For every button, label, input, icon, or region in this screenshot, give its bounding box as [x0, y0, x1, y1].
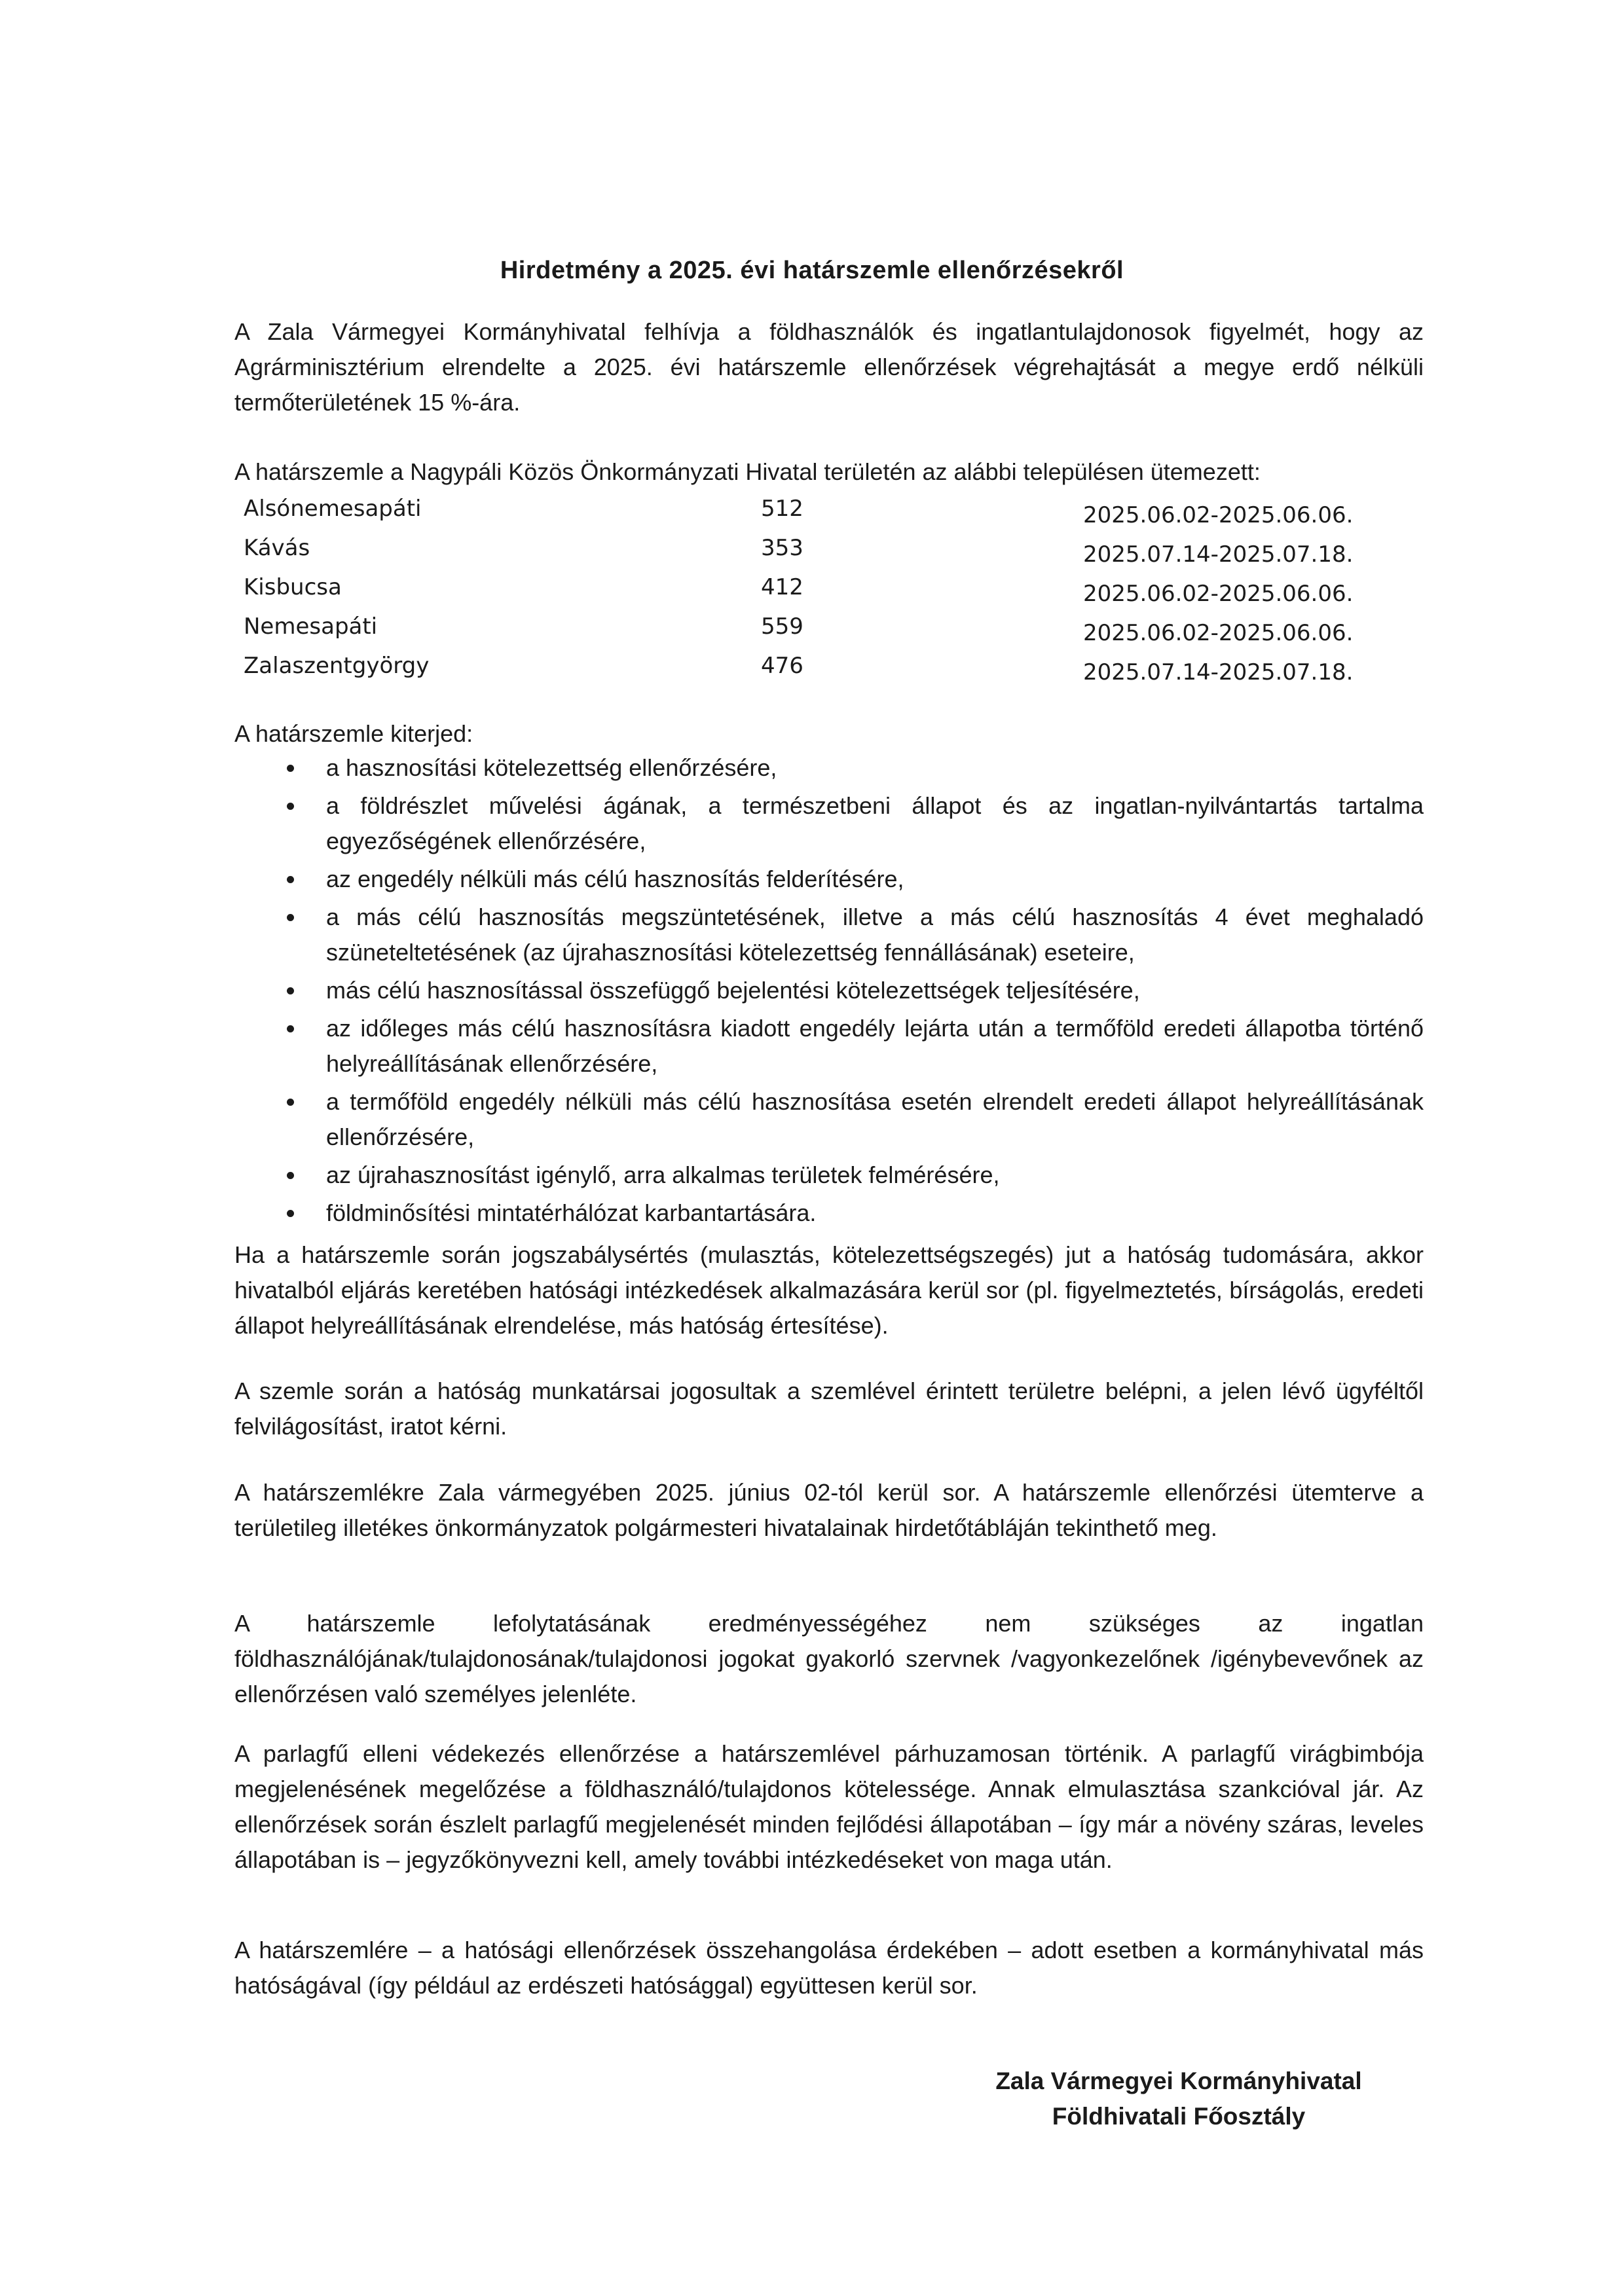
list-item-text: az engedély nélküli más célú hasznosítás felderítésére,: [326, 866, 904, 892]
settlement-number: 559: [761, 613, 803, 640]
settlement-name: Alsónemesapáti: [244, 496, 422, 522]
paragraph-text: A határszemlékre Zala vármegyében 2025. június 02-tól kerül sor. A határszemle ellenőrzési ütemterve a területileg illetékes önkormányzatok polgármesteri hivatalainak hirdetőtábláján tekinthető meg.: [234, 1479, 1424, 1541]
signature-office: Zala Vármegyei Kormányhivatal: [995, 2068, 1362, 2094]
schedule-row: [244, 496, 1396, 535]
settlement-dates: 2025.07.14-2025.07.18.: [1083, 541, 1354, 568]
settlement-name: Kisbucsa: [244, 574, 342, 600]
settlement-dates: 2025.06.02-2025.06.06.: [1083, 581, 1354, 607]
presence-paragraph: [234, 1606, 1424, 1712]
paragraph-text: A szemle során a hatóság munkatársai jogosultak a szemlével érintett területre belépni, a jelen lévő ügyféltől felvilágosítást, iratot kérni.: [234, 1377, 1424, 1440]
scope-intro-text: A határszemle kiterjed:: [234, 720, 473, 747]
schedule-start-paragraph: [234, 1475, 1424, 1546]
list-item: [234, 788, 1424, 859]
schedule-row: [244, 613, 1396, 653]
list-item-text: a más célú hasznosítás megszüntetésének, illetve a más célú hasznosítás 4 évet meghaladó szüneteltetésének (az újrahasznosítási kötelezettség fennállásának) eseteire,: [326, 903, 1424, 966]
list-item: [234, 1084, 1424, 1155]
settlement-number: 353: [761, 535, 803, 561]
list-item-text: a hasznosítási kötelezettség ellenőrzésére,: [326, 754, 777, 781]
list-item-text: a földrészlet művelési ágának, a természetbeni állapot és az ingatlan-nyilvántartás tartalma egyezőségének ellenőrzésére,: [326, 792, 1424, 854]
settlement-number: 412: [761, 574, 803, 600]
list-item: [234, 1195, 1424, 1231]
schedule-intro-text: A határszemle a Nagypáli Közös Önkormányzati Hivatal területén az alábbi településen ütemezett:: [234, 458, 1261, 485]
settlement-number: 476: [761, 653, 803, 679]
list-item-text: a termőföld engedély nélküli más célú hasznosítása esetén elrendelt eredeti állapot helyreállításának ellenőrzésére,: [326, 1088, 1424, 1150]
paragraph-text: A határszemlére – a hatósági ellenőrzések összehangolása érdekében – adott esetben a kormányhivatal más hatóságával (így például az erdészeti hatósággal) együttesen kerül sor.: [234, 1937, 1424, 1999]
paragraph-text: A határszemle lefolytatásának eredményességéhez nem szükséges az ingatlan földhasználójának/tulajdonosának/tulajdonosi jogokat gyakorló szervnek /vagyonkezelőnek /igénybevevőnek az ellenőrzésen való személyes jelenléte.: [234, 1610, 1424, 1707]
settlement-name: Nemesapáti: [244, 613, 378, 640]
list-item: [234, 750, 1424, 786]
list-item-text: földminősítési mintatérhálózat karbantartására.: [326, 1199, 817, 1226]
list-item-text: az időleges más célú hasznosításra kiadott engedély lejárta után a termőföld eredeti állapotba történő helyreállításának ellenőrzésére,: [326, 1015, 1424, 1077]
signature-block: [917, 2064, 1441, 2134]
list-item: [234, 1011, 1424, 1082]
list-item-text: az újrahasznosítást igénylő, arra alkalmas területek felmérésére,: [326, 1161, 1000, 1188]
intro-paragraph: [234, 314, 1424, 420]
list-item: [234, 973, 1424, 1008]
settlement-dates: 2025.06.02-2025.06.06.: [1083, 620, 1354, 646]
bullet-icon: [287, 1099, 294, 1106]
schedule-row: [244, 653, 1396, 692]
joint-inspection-paragraph: [234, 1933, 1424, 2003]
schedule-table: [244, 496, 1396, 692]
settlement-name: Zalaszentgyörgy: [244, 653, 430, 679]
bullet-icon: [287, 803, 294, 810]
list-item: [234, 900, 1424, 970]
bullet-icon: [287, 987, 294, 994]
intro-text: A Zala Vármegyei Kormányhivatal felhívja a földhasználók és ingatlantulajdonosok figyelmét, hogy az Agrárminisztérium elrendelte a 2025. évi határszemle ellenőrzések végrehajtását a megye erdő nélküli termőterületének 15 %-ára.: [234, 318, 1424, 416]
signature-department: Földhivatali Főosztály: [1052, 2103, 1306, 2130]
bullet-icon: [287, 1210, 294, 1217]
settlement-number: 512: [761, 496, 803, 522]
scope-intro-paragraph: [234, 716, 1424, 752]
bullet-icon: [287, 765, 294, 772]
list-item: [234, 1157, 1424, 1193]
scope-list: [234, 750, 1424, 1233]
violation-paragraph: [234, 1237, 1424, 1343]
document-title: Hirdetmény a 2025. évi határszemle ellenőrzésekről: [500, 257, 1124, 284]
bullet-icon: [287, 1172, 294, 1179]
settlement-name: Kávás: [244, 535, 310, 561]
ragweed-paragraph: [234, 1736, 1424, 1878]
paragraph-text: Ha a határszemle során jogszabálysértés (mulasztás, kötelezettségszegés) jut a hatóság tudomására, akkor hivatalból eljárás keretében hatósági intézkedések alkalmazására kerül sor (pl. figyelmeztetés, bírságolás, eredeti állapot helyreállításának elrendelése, más hatóság értesítése).: [234, 1241, 1424, 1339]
list-item-text: más célú hasznosítással összefüggő bejelentési kötelezettségek teljesítésére,: [326, 977, 1140, 1004]
schedule-intro-paragraph: [234, 454, 1424, 490]
entry-rights-paragraph: [234, 1374, 1424, 1444]
bullet-icon: [287, 1025, 294, 1032]
bullet-icon: [287, 914, 294, 921]
list-item: [234, 862, 1424, 897]
settlement-dates: 2025.07.14-2025.07.18.: [1083, 659, 1354, 685]
paragraph-text: A parlagfű elleni védekezés ellenőrzése a határszemlével párhuzamosan történik. A parlagfű virágbimbója megjelenésének megelőzése a földhasználó/tulajdonos kötelessége. Annak elmulasztása szankcióval jár. Az ellenőrzések során észlelt parlagfű megjelenését minden fejlődési állapotában – így már a növény száras, leveles állapotában is – jegyzőkönyvezni kell, amely további intézkedéseket von maga után.: [234, 1740, 1424, 1873]
schedule-row: [244, 535, 1396, 574]
settlement-dates: 2025.06.02-2025.06.06.: [1083, 502, 1354, 528]
bullet-icon: [287, 876, 294, 883]
schedule-row: [244, 574, 1396, 613]
